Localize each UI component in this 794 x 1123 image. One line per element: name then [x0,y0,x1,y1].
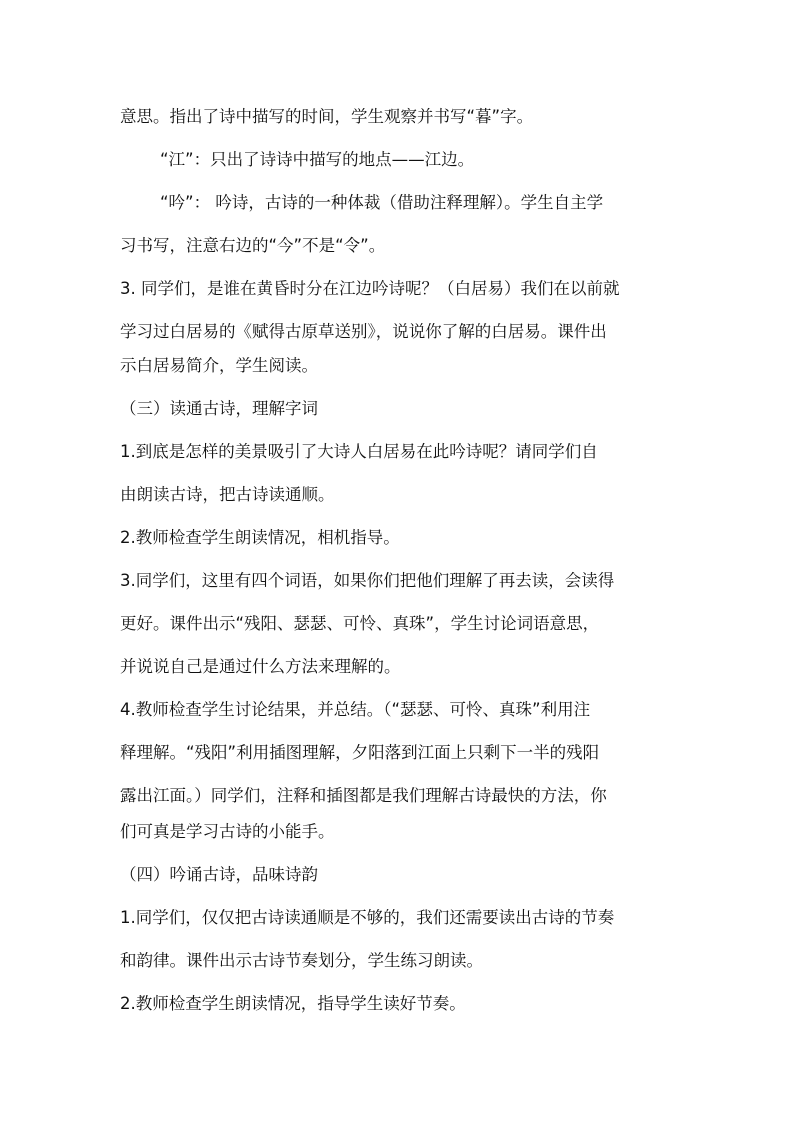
text-line: 和韵律。课件出示古诗节奏划分，学生练习朗读。 [120,951,483,970]
text-line: 2.教师检查学生朗读情况，相机指导。 [120,528,400,547]
text-line: 2.教师检查学生朗读情况，指导学生读好节奏。 [120,994,466,1013]
text-line: 4.教师检查学生讨论结果，并总结。（“瑟瑟、可怜、真珠”利用注 [120,700,591,719]
text-line: 露出江面。）同学们，注释和插图都是我们理解古诗最快的方法，你 [120,786,607,805]
text-line: 1.到底是怎样的美景吸引了大诗人白居易在此吟诗呢？请同学们自 [120,442,598,461]
text-line: 学习过白居易的《赋得古原草送别》，说说你了解的白居易。课件出 [120,322,607,341]
text-line: 3. 同学们，是谁在黄昏时分在江边吟诗呢？（白居易）我们在以前就 [120,279,620,298]
text-line: 1.同学们，仅仅把古诗读通顺是不够的，我们还需要读出古诗的节奏 [120,908,615,927]
text-line: 并说说自己是通过什么方法来理解的。 [120,657,401,676]
text-line: 意思。指出了诗中描写的时间，学生观察并书写“暮”字。 [120,107,534,126]
text-line: 释理解。“残阳”利用插图理解，夕阳落到江面上只剩下一半的残阳 [120,743,600,762]
text-line: 示白居易简介，学生阅读。 [120,356,318,375]
text-line: “江”：只出了诗诗中描写的地点——江边。 [160,150,475,169]
text-line: 习书写，注意右边的“今”不是“令”。 [120,236,386,255]
text-line: 更好。课件出示“残阳、瑟瑟、可怜、真珠”，学生讨论词语意思， [120,614,600,633]
section-heading: （四）吟诵古诗，品味诗韵 [120,865,318,884]
text-line: 们可真是学习古诗的小能手。 [120,822,335,841]
text-line: 由朗读古诗，把古诗读通顺。 [120,485,335,504]
text-line: “吟”： 吟诗，古诗的一种体裁（借助注释理解）。学生自主学 [160,193,604,212]
section-heading: （三）读通古诗，理解字词 [120,399,318,418]
text-line: 3.同学们，这里有四个词语，如果你们把他们理解了再去读，会读得 [120,571,615,590]
